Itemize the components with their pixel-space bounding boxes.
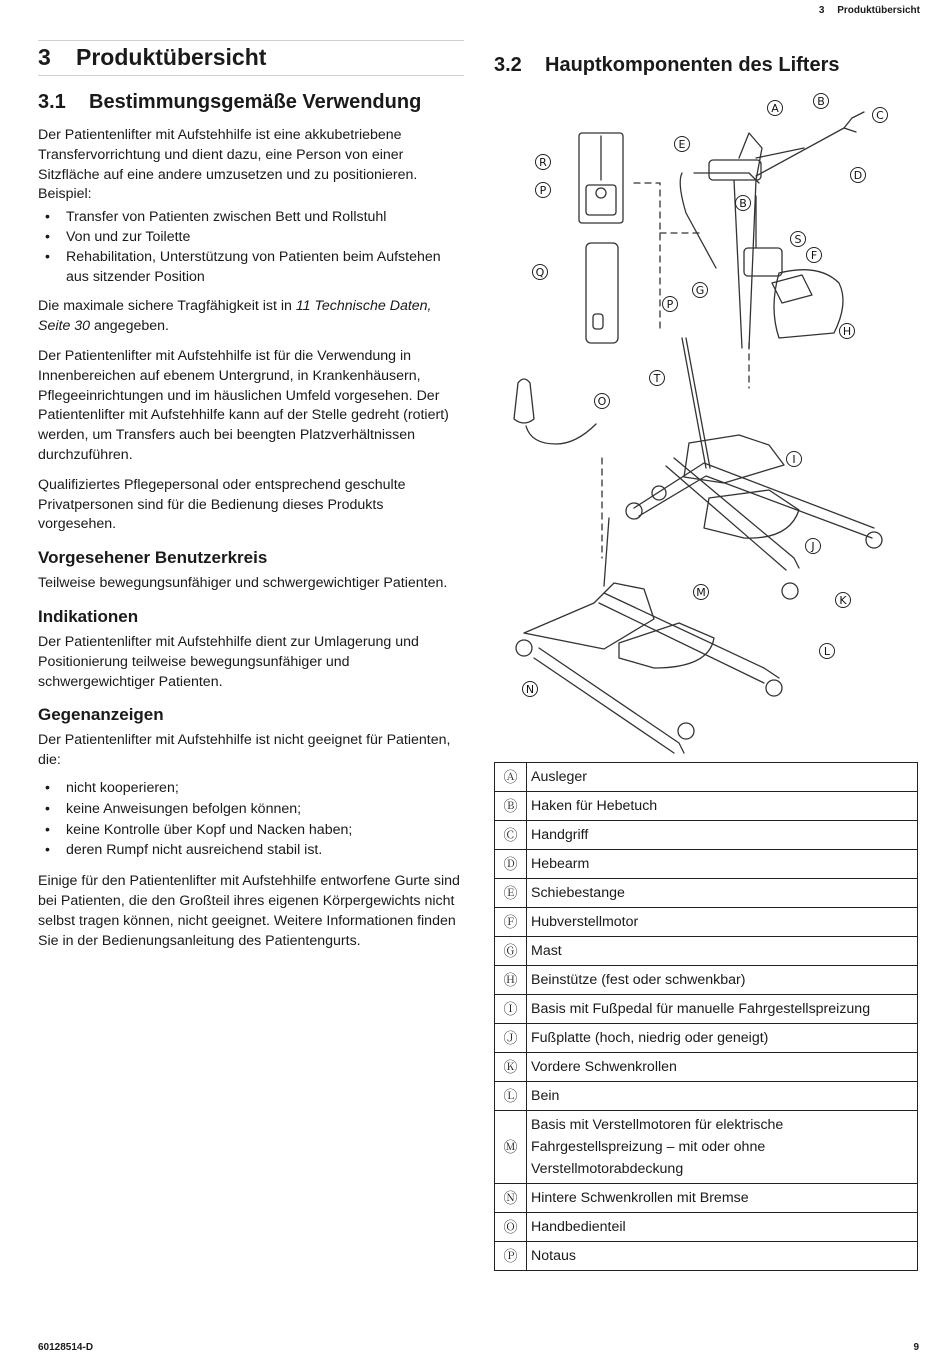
legend-text: Hintere Schwenkrollen mit Bremse <box>527 1184 918 1213</box>
indications-paragraph: Der Patientenlifter mit Aufstehhilfe dient zur Umlagerung und Positionierung teilweise bewegungsunfähiger und schwergewichtiger Patienten. <box>38 633 419 690</box>
component-legend-table <box>494 762 918 1271</box>
operators-paragraph: Qualifiziertes Pflegepersonal oder entsprechend geschulte Privatpersonen sind für die Bedienung dieses Produkts vorgesehen. <box>38 476 406 533</box>
callout-N <box>523 682 538 697</box>
list-item: • Rehabilitation, Unterstützung von Patienten beim Aufstehen aus sitzender Position <box>38 248 464 288</box>
callout-P <box>536 183 551 198</box>
callout-D <box>851 168 866 183</box>
legend-text: Notaus <box>527 1242 918 1271</box>
svg-text:R: R <box>539 156 547 169</box>
table-row <box>495 937 918 966</box>
legend-key: Ⓗ <box>495 966 527 995</box>
svg-text:J: J <box>811 540 815 553</box>
callout-T <box>650 371 665 386</box>
table-row <box>495 1082 918 1111</box>
section-title: Hauptkomponenten des Lifters <box>545 54 840 76</box>
legend-body <box>495 763 918 1271</box>
svg-text:I: I <box>792 453 796 466</box>
table-row <box>495 879 918 908</box>
table-row <box>495 1024 918 1053</box>
callout-I <box>787 452 802 467</box>
callout-C <box>873 108 888 123</box>
legend-text: Schiebestange <box>527 879 918 908</box>
divider <box>38 75 464 76</box>
callout-J <box>806 539 821 554</box>
capacity-text-end: angegeben. <box>90 318 169 335</box>
table-row <box>495 995 918 1024</box>
contraindications-heading: Gegenanzeigen <box>38 705 164 725</box>
legend-text: Ausleger <box>527 763 918 792</box>
svg-text:T: T <box>653 372 661 385</box>
legend-key: Ⓑ <box>495 792 527 821</box>
svg-text:D: D <box>853 169 863 182</box>
lifter-component-diagram <box>494 88 918 758</box>
use-paragraph: Der Patientenlifter mit Aufstehhilfe ist für die Verwendung in Innenbereichen auf ebenem Untergrund, in Krankenhäusern, Pflegeeinrichtungen und im häuslichen Umfeld vorgesehen. Der Patientenlifter mit Aufstehhilfe kann auf der Stelle gedreht (rotiert) werden, um Transfers auch bei beengten Platzverhältnissen durchzuführen. <box>38 347 449 463</box>
contraindications-closing: Einige für den Patientenlifter mit Aufstehhilfe entworfene Gurte sind bei Patienten, die den Großteil ihres eigenen Körpergewichts nicht selbst tragen können, nicht geeignet. Weitere Informationen finden Sie in der Bedienungsanleitung des Patientengurts. <box>38 873 460 949</box>
svg-text:A: A <box>771 102 779 115</box>
list-item: • nicht kooperieren; <box>38 779 464 799</box>
intro-paragraph: Der Patientenlifter mit Aufstehhilfe ist eine akkubetriebene Transfervorrichtung und dient dazu, eine Person von einer Sitzfläche auf eine andere umzusetzen und zu positionieren. Beispiel: <box>38 127 418 203</box>
page-number: 9 <box>913 1342 919 1353</box>
section-number: 3.2 <box>494 54 522 76</box>
chapter-number: 3 <box>38 44 51 70</box>
legend-key: Ⓔ <box>495 879 527 908</box>
contraindications-list <box>38 779 464 861</box>
capacity-text: Die maximale sichere Tragfähigkeit ist in <box>38 298 296 315</box>
section-number: 3.1 <box>38 91 66 113</box>
table-row <box>495 792 918 821</box>
svg-text:G: G <box>695 284 705 297</box>
table-row <box>495 908 918 937</box>
legend-text: Vordere Schwenkrollen <box>527 1053 918 1082</box>
table-row <box>495 1184 918 1213</box>
callout-B <box>814 94 829 109</box>
section-heading-3-2 <box>494 54 918 77</box>
footplate-lower-shape <box>619 623 714 668</box>
list-item: • deren Rumpf nicht ausreichend stabil ist. <box>38 841 464 861</box>
foot-plate-shape <box>704 490 799 538</box>
svg-text:M: M <box>696 586 706 599</box>
legend-text: Hebearm <box>527 850 918 879</box>
callout-M <box>694 585 709 600</box>
svg-text:P: P <box>666 298 674 311</box>
legend-text: Fußplatte (hoch, niedrig oder geneigt) <box>527 1024 918 1053</box>
section-heading-3-1 <box>38 91 464 114</box>
contraindications-intro: Der Patientenlifter mit Aufstehhilfe ist nicht geeignet für Patienten, die: <box>38 732 451 769</box>
left-column <box>38 40 464 951</box>
running-head <box>819 5 920 16</box>
svg-text:B: B <box>817 95 825 108</box>
callout-L <box>820 644 835 659</box>
push-bar-shape <box>680 173 716 268</box>
legend-text: Basis mit Verstellmotoren für elektrische Fahrgestellspreizung – mit oder ohne Verstellmotorabdeckung <box>527 1111 918 1184</box>
legend-key: Ⓜ <box>495 1111 527 1184</box>
legend-text: Beinstütze (fest oder schwenkbar) <box>527 966 918 995</box>
chapter-heading <box>38 41 464 75</box>
legend-text: Haken für Hebetuch <box>527 792 918 821</box>
svg-text:C: C <box>876 109 884 122</box>
callout-O <box>595 394 610 409</box>
running-head-title: Produktübersicht <box>837 5 920 16</box>
mast-shape <box>682 338 706 468</box>
legend-text: Bein <box>527 1082 918 1111</box>
right-column <box>494 40 918 77</box>
svg-text:H: H <box>842 325 852 338</box>
svg-text:S: S <box>794 233 802 246</box>
legend-text: Handgriff <box>527 821 918 850</box>
legend-key: Ⓝ <box>495 1184 527 1213</box>
callout-A <box>768 101 783 116</box>
callout-R <box>536 155 551 170</box>
callout-F <box>807 248 822 263</box>
legend-key: Ⓒ <box>495 821 527 850</box>
chapter-title: Produktübersicht <box>76 44 267 70</box>
svg-text:F: F <box>810 249 818 262</box>
legend-key: Ⓕ <box>495 908 527 937</box>
capacity-paragraph <box>38 297 464 337</box>
legend-text: Basis mit Fußpedal für manuelle Fahrgestellspreizung <box>527 995 918 1024</box>
svg-text:Q: Q <box>535 266 545 279</box>
table-row <box>495 850 918 879</box>
legend-key: Ⓘ <box>495 995 527 1024</box>
legend-key: Ⓟ <box>495 1242 527 1271</box>
svg-text:P: P <box>539 184 547 197</box>
legend-text: Handbedienteil <box>527 1213 918 1242</box>
users-paragraph: Teilweise bewegungsunfähiger und schwergewichtiger Patienten. <box>38 575 448 592</box>
legend-text: Mast <box>527 937 918 966</box>
running-head-number: 3 <box>818 5 825 16</box>
document-number: 60128514-D <box>38 1342 94 1353</box>
table-row <box>495 821 918 850</box>
indications-heading: Indikationen <box>38 606 139 626</box>
callout-S <box>791 232 806 247</box>
svg-text:N: N <box>525 683 535 696</box>
list-item: • keine Kontrolle über Kopf und Nacken haben; <box>38 821 464 841</box>
list-item: • Transfer von Patienten zwischen Bett und Rollstuhl <box>38 208 464 228</box>
section-title: Bestimmungsgemäße Verwendung <box>89 91 422 113</box>
callout-G <box>693 283 708 298</box>
callout-P2 <box>663 297 678 312</box>
table-row <box>495 966 918 995</box>
legend-key: Ⓞ <box>495 1213 527 1242</box>
legend-key: Ⓐ <box>495 763 527 792</box>
callout-H <box>840 324 855 339</box>
users-heading: Vorgesehener Benutzerkreis <box>38 548 268 568</box>
pendant-shape <box>514 379 534 423</box>
legend-key: Ⓛ <box>495 1082 527 1111</box>
table-row <box>495 1053 918 1082</box>
table-row <box>495 1242 918 1271</box>
list-item: • Von und zur Toilette <box>38 228 464 248</box>
legend-key: Ⓓ <box>495 850 527 879</box>
examples-list <box>38 208 464 287</box>
svg-text:O: O <box>597 395 607 408</box>
callout-E <box>675 137 690 152</box>
capacity-reference-link[interactable]: 11 Technische Daten, Seite 30 <box>38 298 432 335</box>
legend-key: Ⓖ <box>495 937 527 966</box>
svg-text:L: L <box>823 645 831 658</box>
svg-text:E: E <box>678 138 686 151</box>
callout-B2 <box>736 196 751 211</box>
legend-text: Hubverstellmotor <box>527 908 918 937</box>
legend-key: Ⓚ <box>495 1053 527 1082</box>
legend-key: Ⓙ <box>495 1024 527 1053</box>
svg-text:K: K <box>839 594 847 607</box>
callout-Q <box>533 265 548 280</box>
list-item: • keine Anweisungen befolgen können; <box>38 800 464 820</box>
table-row <box>495 763 918 792</box>
callout-K <box>836 593 851 608</box>
table-row <box>495 1111 918 1184</box>
svg-text:B: B <box>739 197 747 210</box>
table-row <box>495 1213 918 1242</box>
